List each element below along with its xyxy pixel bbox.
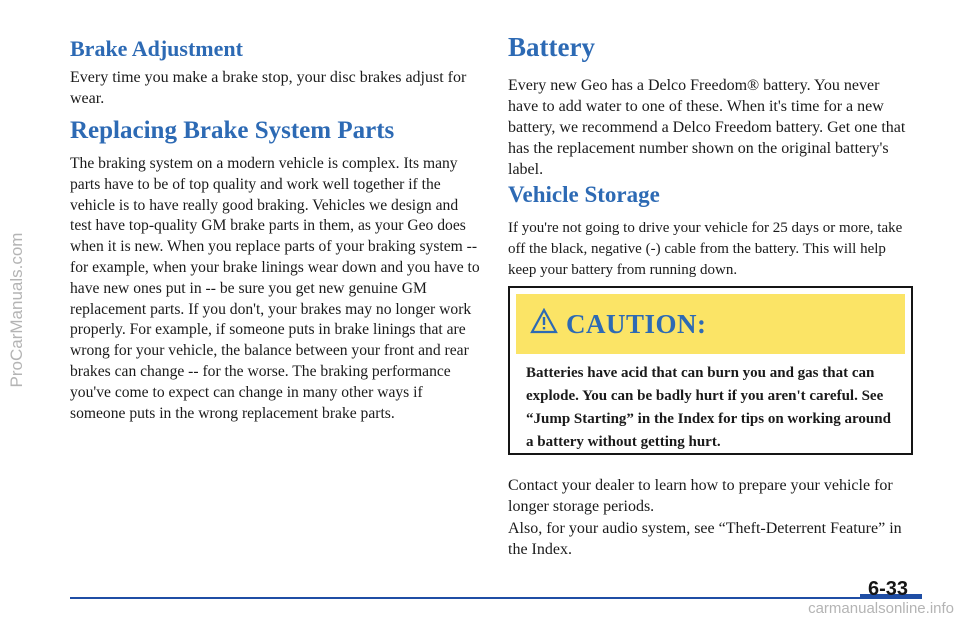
caution-title: CAUTION:: [566, 309, 707, 339]
heading-battery: Battery: [508, 32, 595, 62]
caution-box: [508, 286, 913, 455]
side-watermark: ProCarManuals.com: [7, 232, 26, 387]
heading-vehicle-storage: Vehicle Storage: [508, 182, 660, 207]
caution-banner: [516, 294, 905, 354]
heading-replacing-brake-parts: Replacing Brake System Parts: [70, 117, 395, 144]
storage-dealer-text: Contact your dealer to learn how to prepare your vehicle for longer storage periods.: [508, 477, 893, 515]
bottom-watermark: carmanualsonline.info: [808, 600, 954, 617]
caution-text: Batteries have acid that can burn you and gas that can explode. You can be badly hurt if you aren't careful. See “Jump Starting” in the Index for tips on working around a battery without getting hurt.: [526, 365, 891, 450]
heading-brake-adjustment: Brake Adjustment: [70, 36, 243, 61]
audio-system-text: Also, for your audio system, see “Theft-Deterrent Feature” in the Index.: [508, 520, 902, 558]
vehicle-storage-text: If you're not going to drive your vehicle for 25 days or more, take off the black, negative (-) cable from the battery. This will help keep your battery from running down.: [508, 220, 903, 278]
page-number: 6-33: [868, 578, 909, 600]
brake-adjustment-text: Every time you make a brake stop, your disc brakes adjust for wear.: [70, 69, 467, 107]
warning-triangle-icon: [530, 308, 558, 339]
footer-rule: [70, 597, 860, 599]
battery-text: Every new Geo has a Delco Freedom® battery. You never have to add water to one of these. When it's time for a new battery, we recommend a Delco Freedom battery. Get one that has the replacement number shown on the original battery's label.: [508, 77, 906, 178]
replacing-brake-parts-text: The braking system on a modern vehicle is complex. Its many parts have to be of top quality and work well together if the vehicle is to have really good braking. Vehicles we design and test have top-quality GM brake parts in them, as your Geo does when it is new. When you replace parts of your braking system -- for example, when your brake linings wear down and you have to have new ones put in -- be sure you get new genuine GM replacement parts. If you don't, your brakes may no longer work properly. For example, if someone puts in brake linings that are wrong for your vehicle, the balance between your front and rear brakes can change -- for the worse. The braking performance you've come to expect can change in many other ways if someone puts in the wrong replacement brake parts.: [70, 155, 480, 422]
